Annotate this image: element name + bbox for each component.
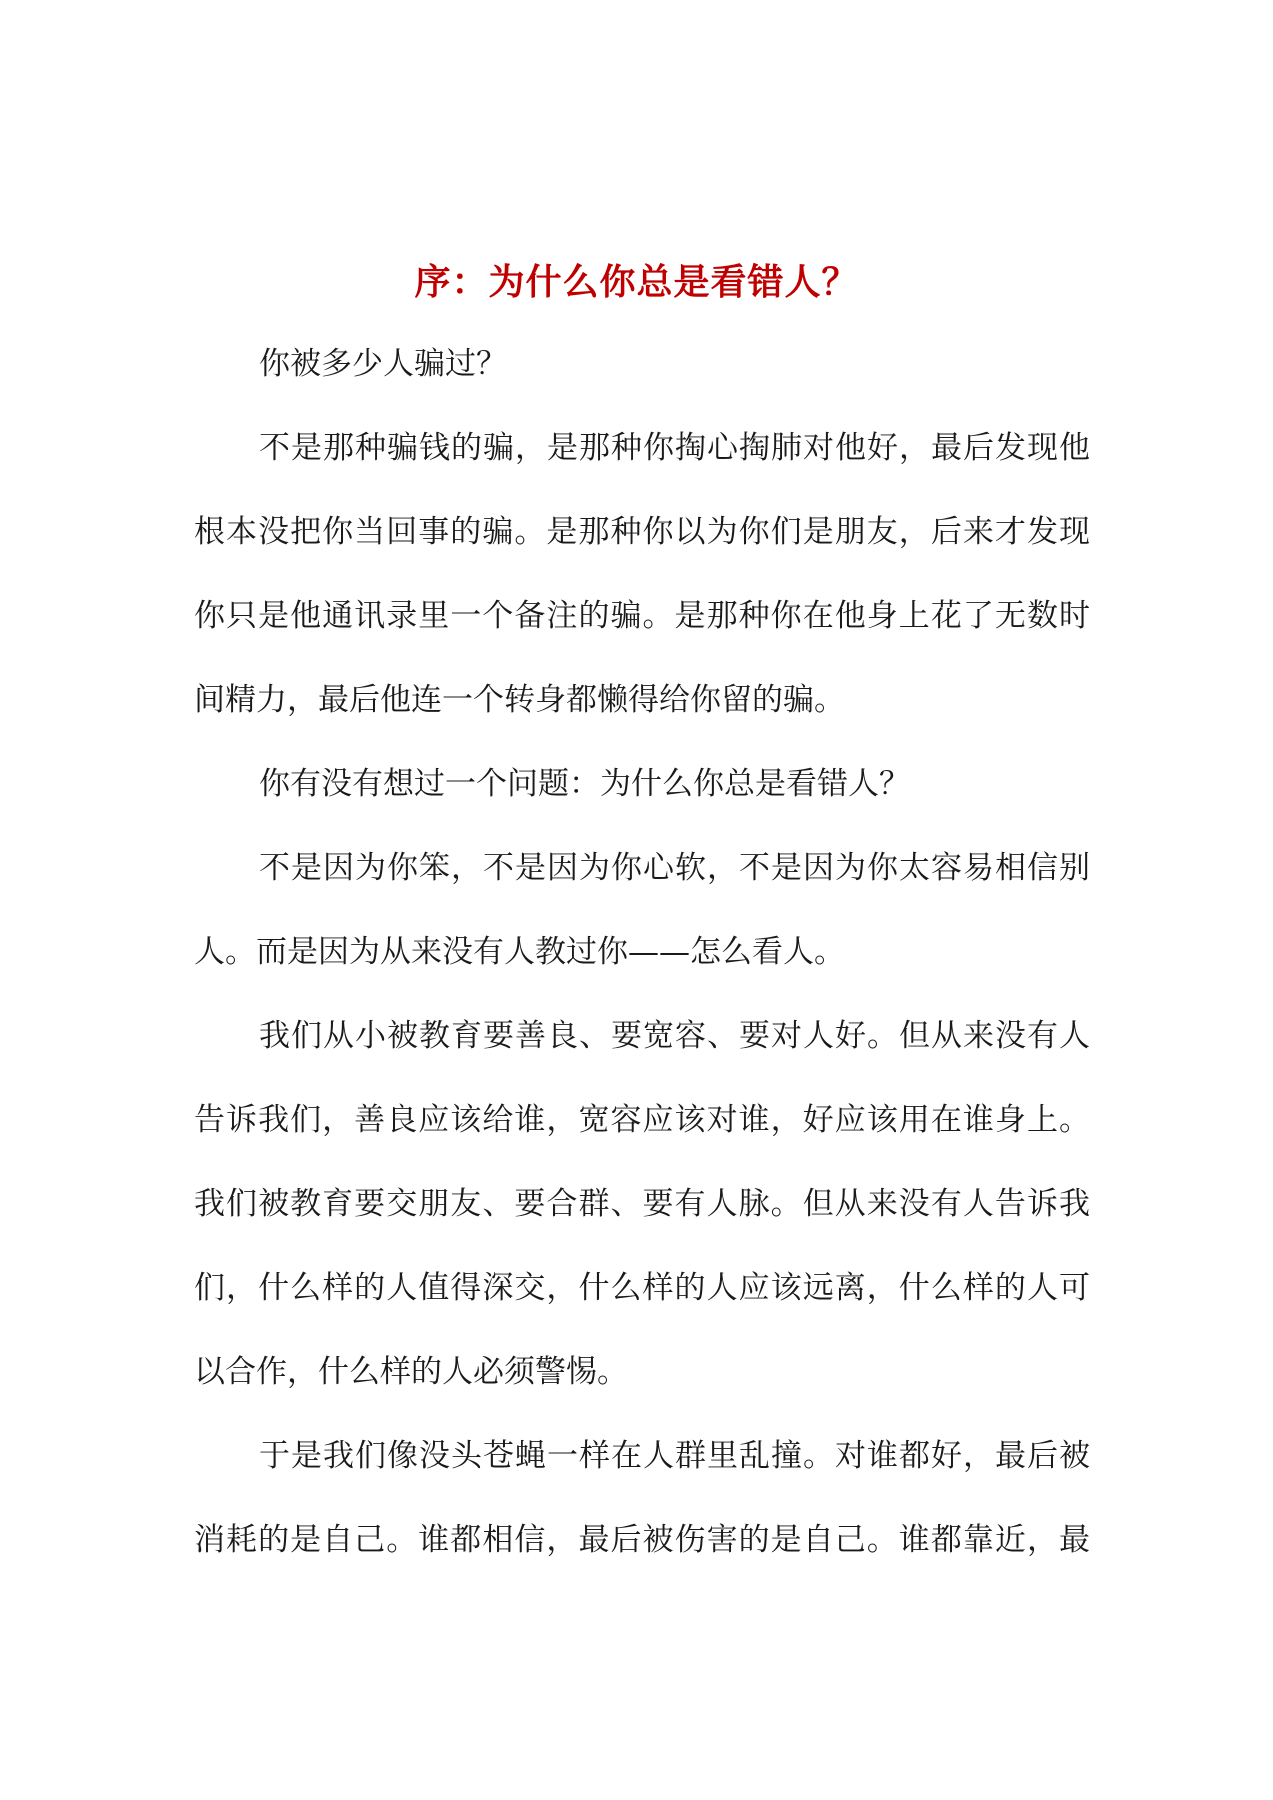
paragraph-line: 人。而是因为从来没有人教过你——怎么看人。 — [194, 934, 845, 970]
page-title: 序：为什么你总是看错人？ — [414, 261, 859, 303]
paragraph-line: 们，什么样的人值得深交，什么样的人应该远离，什么样的人可 — [194, 1270, 1090, 1306]
paragraph-line: 根本没把你当回事的骗。是那种你以为你们是朋友，后来才发现 — [194, 514, 1090, 550]
paragraph-line: 告诉我们，善良应该给谁，宽容应该对谁，好应该用在谁身上。 — [194, 1102, 1090, 1138]
paragraph-line: 以合作，什么样的人必须警惕。 — [194, 1354, 628, 1390]
paragraph-line: 不是因为你笨，不是因为你心软，不是因为你太容易相信别 — [259, 850, 1090, 886]
paragraph-line: 你被多少人骗过？ — [259, 346, 507, 382]
paragraph-line: 我们被教育要交朋友、要合群、要有人脉。但从来没有人告诉我 — [194, 1186, 1090, 1222]
paragraph-line: 我们从小被教育要善良、要宽容、要对人好。但从来没有人 — [259, 1018, 1090, 1054]
paragraph-line: 间精力，最后他连一个转身都懒得给你留的骗。 — [194, 682, 845, 718]
paragraph-line: 消耗的是自己。谁都相信，最后被伤害的是自己。谁都靠近，最 — [194, 1522, 1090, 1558]
paragraph-line: 你有没有想过一个问题：为什么你总是看错人？ — [259, 766, 910, 802]
paragraph-line: 你只是他通讯录里一个备注的骗。是那种你在他身上花了无数时 — [194, 598, 1090, 634]
paragraph-line: 不是那种骗钱的骗，是那种你掏心掏肺对他好，最后发现他 — [259, 430, 1090, 466]
paragraph-line: 于是我们像没头苍蝇一样在人群里乱撞。对谁都好，最后被 — [259, 1438, 1090, 1474]
